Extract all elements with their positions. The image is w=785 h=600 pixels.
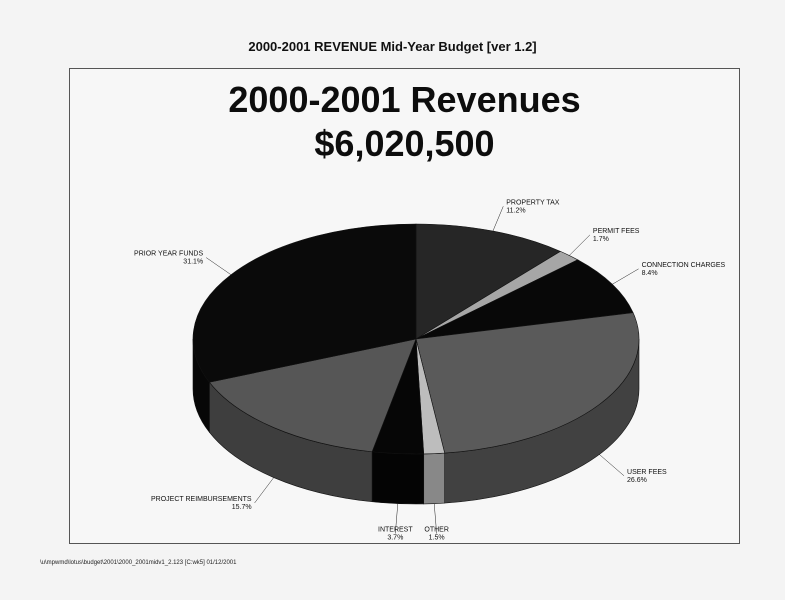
- leader-line: [206, 258, 231, 275]
- slice-label: USER FEES: [627, 468, 667, 476]
- chart-title: 2000-2001 Revenues: [228, 79, 581, 120]
- slice-percent-label: 3.7%: [387, 534, 404, 542]
- slice-label: PROJECT REIMBURSEMENTS: [150, 495, 252, 503]
- leader-line: [569, 235, 590, 256]
- slice-label: OTHER: [424, 526, 449, 534]
- slice-label: INTEREST: [378, 526, 413, 534]
- chart-subtitle: $6,020,500: [314, 123, 495, 164]
- leader-line: [255, 478, 274, 503]
- leader-line: [493, 206, 503, 231]
- slice-label: CONNECTION CHARGES: [641, 261, 726, 269]
- slice-percent-label: 1.5%: [428, 534, 445, 542]
- leader-line: [612, 269, 638, 285]
- slice-percent-label: 11.2%: [506, 207, 526, 215]
- footer-file-path: \u\mpwmd\lotus\budget\2001\2000_2001midv1_2.123 [C:wk5] 01/12/2001: [40, 560, 237, 566]
- slice-percent-label: 26.6%: [627, 476, 647, 484]
- slice-label: PRIOR YEAR FUNDS: [134, 250, 204, 258]
- chart-frame: [69, 68, 740, 544]
- slice-percent-label: 8.4%: [641, 269, 658, 277]
- slice-percent-label: 15.7%: [231, 503, 252, 511]
- pie-side-other: [424, 453, 445, 504]
- slice-percent-label: 1.7%: [592, 235, 609, 243]
- pie-chart: [70, 69, 741, 545]
- slice-label: PERMIT FEES: [592, 227, 640, 235]
- leader-line: [599, 454, 624, 475]
- slice-percent-label: 31.1%: [183, 258, 204, 266]
- page-title: 2000-2001 REVENUE Mid-Year Budget [ver 1.2]: [248, 39, 537, 54]
- pie-side-interest: [372, 452, 424, 504]
- slice-label: PROPERTY TAX: [506, 199, 560, 207]
